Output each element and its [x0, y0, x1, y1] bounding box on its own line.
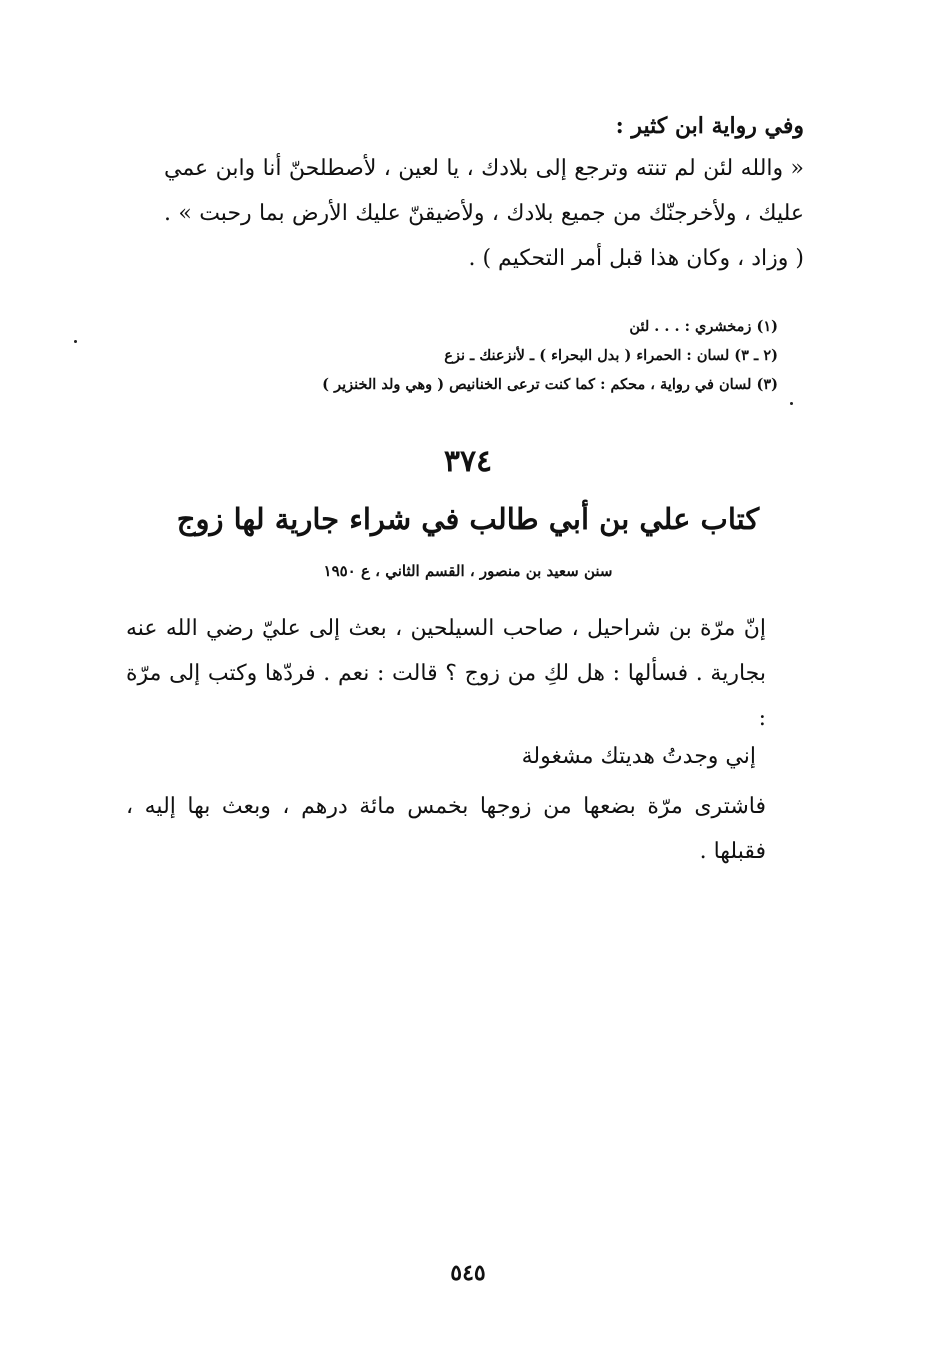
section-source: سنن سعيد بن منصور ، القسم الثاني ، ع ١٩٥٠ — [323, 562, 613, 580]
page-number: ٥٤٥ — [450, 1260, 486, 1286]
section-title: كتاب علي بن أبي طالب في شراء جارية لها زوج — [176, 502, 760, 536]
intro-paragraph: « والله لئن لم تنته وترجع إلى بلادك ، يا لعين ، لأصطلحنّ أنا وابن عمي عليك ، ولأخرجنّك من جميع بلادك ، ولأضيقنّ عليك الأرض بما رحبت » . ( وزاد ، وكان هذا قبل أمر التحكيم ) . — [164, 156, 804, 271]
body-paragraph-1: إنّ مرّة بن شراحيل ، صاحب السيلحين ، بعث إلى عليّ رضي الله عنه بجارية . فسألها : هل لكِ من زوج ؟ قالت : نعم . فردّها وكتب إلى مرّة : — [126, 616, 766, 731]
section-number: ٣٧٤ — [443, 444, 493, 479]
intro-heading: وفي رواية ابن كثير : — [615, 113, 804, 139]
footnotes — [158, 312, 778, 399]
footnote-2: (٢ ـ ٣) لسان : الحمراء ( بدل البحراء ) ـ لأنزعنك ـ نزع — [444, 347, 778, 364]
speck-mark — [74, 340, 77, 343]
footnote-3: (٣) لسان في رواية ، محكم : كما كنت ترعى الخنانيص ( وهي ولد الخنزير ) — [322, 376, 778, 393]
body-paragraph-2: فاشترى مرّة بضعها من زوجها بخمس مائة درهم ، وبعث بها إليه ، فقبلها . — [126, 794, 766, 864]
footnote-1: (١) زمخشري : . . . لئن — [629, 318, 778, 335]
speck-mark — [790, 402, 793, 405]
verse-line: إني وجدتُ هديتك مشغولة — [521, 744, 756, 769]
